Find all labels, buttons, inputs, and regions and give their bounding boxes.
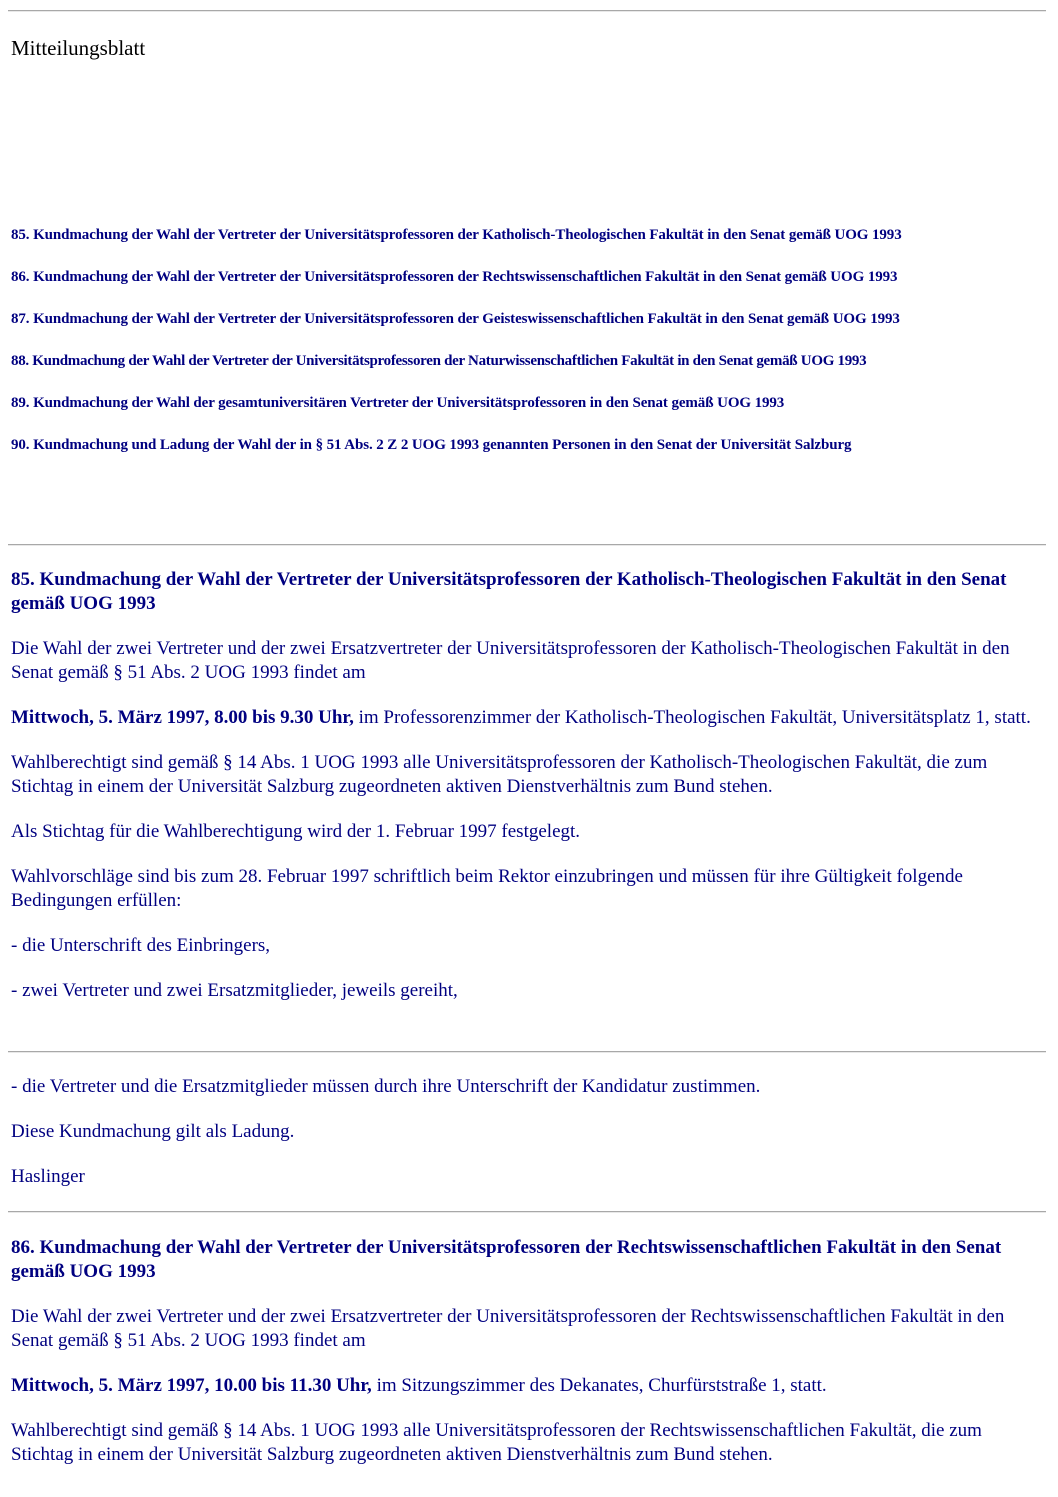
toc-link-85[interactable]: 85. Kundmachung der Wahl der Vertreter der Universitätsprofessoren der Katholisch-Theologischen Fakultät in den Senat gemäß UOG 1993 [11, 227, 902, 243]
toc-link-87[interactable]: 87. Kundmachung der Wahl der Vertreter der Universitätsprofessoren der Geisteswissenschaftlichen Fakultät in den Senat gemäß UOG 1993 [11, 311, 900, 327]
section-85-condition-2: - zwei Vertreter und zwei Ersatzmitglieder, jeweils gereiht, [11, 980, 458, 1001]
section-85 [11, 568, 1041, 1003]
section-86-intro: Die Wahl der zwei Vertreter und der zwei Ersatzvertreter der Universitätsprofessoren der Rechtswissenschaftlichen Fakultät in den Senat gemäß § 51 Abs. 2 UOG 1993 findet am [11, 1306, 1005, 1351]
toc-link-89[interactable]: 89. Kundmachung der Wahl der gesamtuniversitären Vertreter der Universitätsprofessoren in den Senat gemäß UOG 1993 [11, 395, 785, 411]
section-85-condition-3: - die Vertreter und die Ersatzmitglieder müssen durch ihre Unterschrift der Kandidatur zustimmen. [11, 1076, 761, 1097]
section-86 [11, 1236, 1041, 1467]
section-85-deadline: Als Stichtag für die Wahlberechtigung wird der 1. Februar 1997 festgelegt. [11, 821, 581, 842]
section-divider-85 [8, 544, 1046, 546]
section-85-eligibility: Wahlberechtigt sind gemäß § 14 Abs. 1 UOG 1993 alle Universitätsprofessoren der Katholisch-Theologischen Fakultät, die zum Stichtag in einem der Universität Salzburg zugeordneten aktiven Dienstverhältnis zum Bund stehen. [11, 752, 988, 797]
section-85-location: im Professorenzimmer der Katholisch-Theologischen Fakultät, Universitätsplatz 1, statt. [353, 707, 1031, 728]
section-85-heading: 85. Kundmachung der Wahl der Vertreter der Universitätsprofessoren der Katholisch-Theologischen Fakultät in den Senat gemäß UOG 1993 [11, 569, 1007, 614]
section-86-date-bold: Mittwoch, 5. März 1997, 10.00 bis 11.30 Uhr, [11, 1375, 372, 1396]
page-break-divider [8, 1051, 1046, 1053]
top-divider [8, 10, 1046, 12]
section-86-location: im Sitzungszimmer des Dekanates, Churfürststraße 1, statt. [371, 1375, 827, 1396]
section-85-date [11, 706, 1041, 730]
toc-link-88[interactable]: 88. Kundmachung der Wahl der Vertreter der Universitätsprofessoren der Naturwissenschaftlichen Fakultät in den Senat gemäß UOG 1993 [11, 353, 867, 369]
section-85-proposals: Wahlvorschläge sind bis zum 28. Februar 1997 schriftlich beim Rektor einzubringen und müssen für ihre Gültigkeit folgende Bedingungen erfüllen: [11, 866, 963, 911]
section-85-intro: Die Wahl der zwei Vertreter und der zwei Ersatzvertreter der Universitätsprofessoren der Katholisch-Theologischen Fakultät in den Senat gemäß § 51 Abs. 2 UOG 1993 findet am [11, 638, 1010, 683]
section-85-continued [11, 1075, 1041, 1189]
section-86-date [11, 1374, 1041, 1398]
section-85-date-bold: Mittwoch, 5. März 1997, 8.00 bis 9.30 Uhr, [11, 707, 354, 728]
section-divider-86 [8, 1211, 1046, 1213]
section-85-signature: Haslinger [11, 1166, 85, 1187]
page-title: Mitteilungsblatt [11, 36, 146, 60]
section-85-condition-1: - die Unterschrift des Einbringers, [11, 935, 271, 956]
section-86-eligibility: Wahlberechtigt sind gemäß § 14 Abs. 1 UOG 1993 alle Universitätsprofessoren der Rechtswissenschaftlichen Fakultät, die zum Stichtag in einem der Universität Salzburg zugeordneten aktiven Dienstverhältnis zum Bund stehen. [11, 1420, 982, 1465]
section-86-heading: 86. Kundmachung der Wahl der Vertreter der Universitätsprofessoren der Rechtswissenschaftlichen Fakultät in den Senat gemäß UOG 1993 [11, 1237, 1002, 1282]
toc-link-90[interactable]: 90. Kundmachung und Ladung der Wahl der in § 51 Abs. 2 Z 2 UOG 1993 genannten Personen in den Senat der Universität Salzburg [11, 437, 852, 453]
toc-link-86[interactable]: 86. Kundmachung der Wahl der Vertreter der Universitätsprofessoren der Rechtswissenschaftlichen Fakultät in den Senat gemäß UOG 1993 [11, 269, 898, 285]
section-85-summons: Diese Kundmachung gilt als Ladung. [11, 1121, 295, 1142]
table-of-contents [11, 224, 1055, 476]
